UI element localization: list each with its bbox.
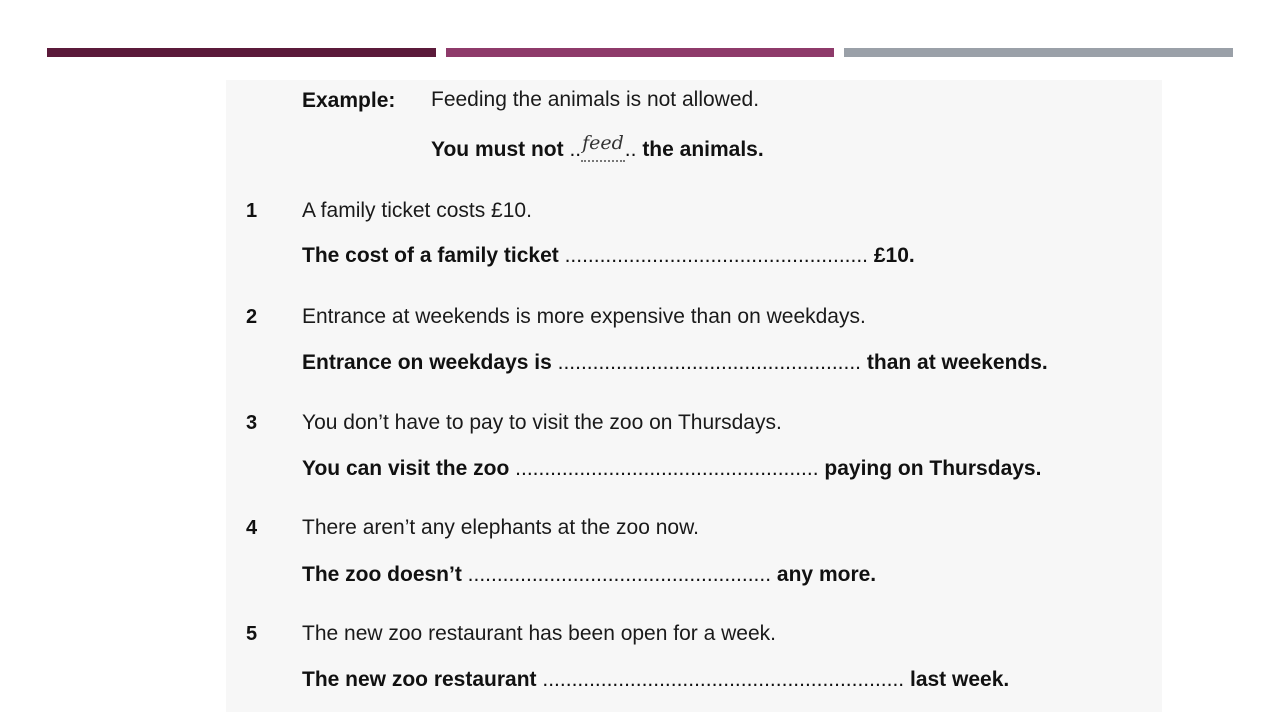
example-label: Example: <box>302 89 396 112</box>
item-suffix: £10. <box>873 244 915 267</box>
item-sentence: A family ticket costs £10. <box>302 199 532 222</box>
example-handwritten-answer: feed <box>582 132 624 154</box>
item-sentence: You don’t have to pay to visit the zoo on Thursdays. <box>302 411 782 434</box>
item-rewrite-line <box>302 669 1009 690</box>
worksheet-scan <box>226 80 1162 712</box>
example-trail-dots: .. <box>624 138 637 161</box>
example-sentence: Feeding the animals is not allowed. <box>431 88 760 111</box>
item-prefix: You can visit the zoo <box>302 457 510 480</box>
answer-blank[interactable]: .................................................... <box>564 244 868 267</box>
item-number: 1 <box>246 200 258 222</box>
answer-blank[interactable]: .............................................................. <box>542 668 905 691</box>
item-suffix: than at weekends. <box>866 351 1048 374</box>
answer-blank[interactable]: .................................................... <box>467 563 772 586</box>
example-answer-underline <box>581 132 625 162</box>
item-number: 4 <box>246 517 258 539</box>
item-prefix: The zoo doesn’t <box>302 563 462 586</box>
item-number: 2 <box>246 306 258 328</box>
item-suffix: any more. <box>776 563 877 586</box>
example-lead-dots: .. <box>569 138 582 161</box>
item-sentence: The new zoo restaurant has been open for a week. <box>302 622 776 645</box>
item-number: 5 <box>246 623 258 645</box>
example-prefix: You must not <box>431 138 564 161</box>
item-rewrite-line <box>302 245 915 266</box>
accent-bar-dark-plum <box>47 48 436 57</box>
item-prefix: Entrance on weekdays is <box>302 351 552 374</box>
example-suffix: the animals. <box>642 138 764 161</box>
item-prefix: The cost of a family ticket <box>302 244 559 267</box>
example-answer-line <box>431 132 764 162</box>
item-rewrite-line <box>302 458 1041 479</box>
accent-bar-magenta <box>446 48 834 57</box>
item-number: 3 <box>246 412 258 434</box>
answer-blank[interactable]: .................................................... <box>515 457 819 480</box>
item-sentence: There aren’t any elephants at the zoo now. <box>302 516 699 539</box>
item-rewrite-line <box>302 564 876 585</box>
accent-bar-gray <box>844 48 1233 57</box>
item-rewrite-line <box>302 352 1048 373</box>
item-sentence: Entrance at weekends is more expensive than on weekdays. <box>302 305 866 328</box>
answer-blank[interactable]: .................................................... <box>557 351 862 374</box>
item-prefix: The new zoo restaurant <box>302 668 537 691</box>
item-suffix: last week. <box>909 668 1010 691</box>
item-suffix: paying on Thursdays. <box>824 457 1042 480</box>
